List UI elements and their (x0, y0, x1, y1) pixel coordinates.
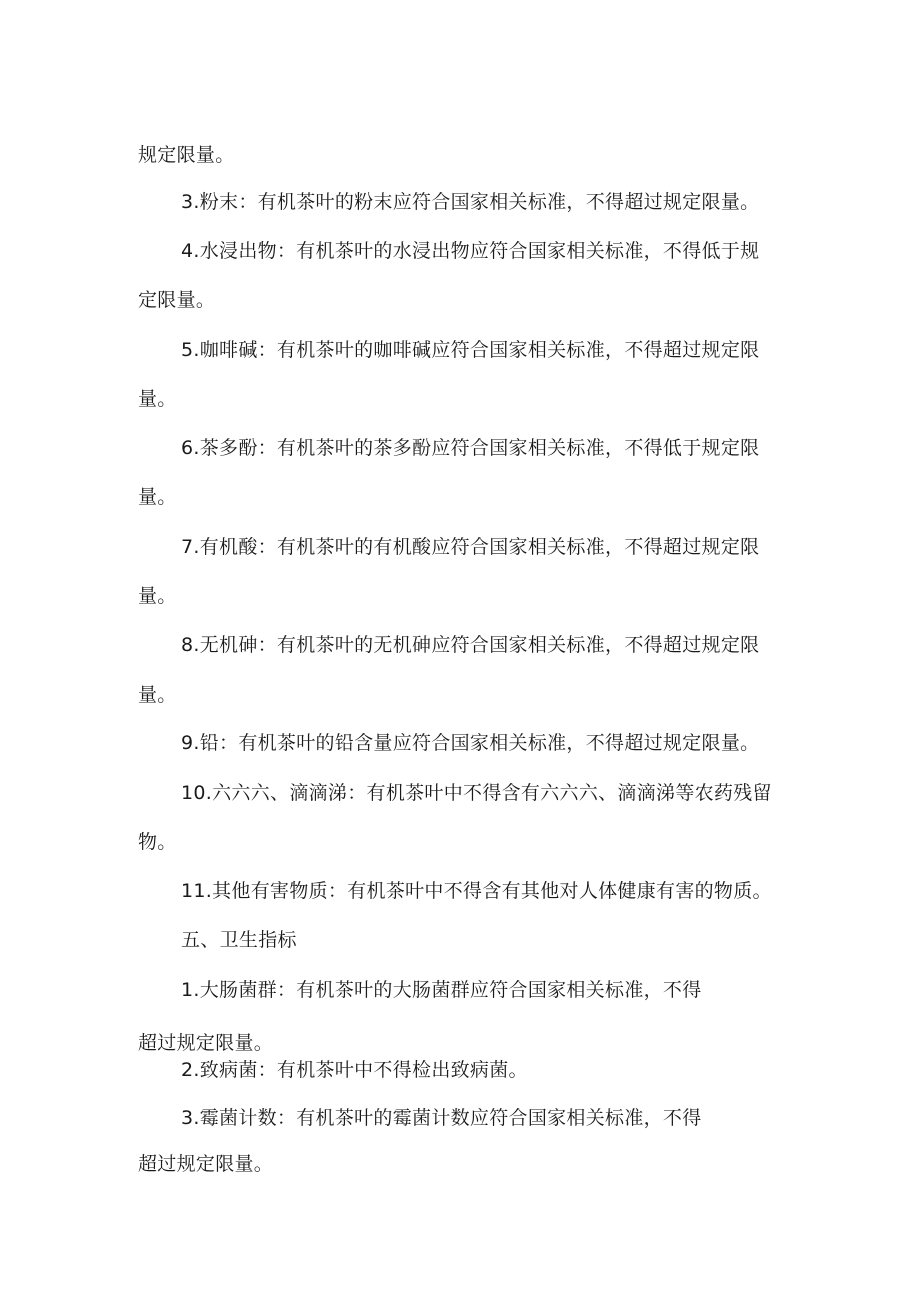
text-line: 5.咖啡碱：有机茶叶的咖啡碱应符合国家相关标准，不得超过规定限 (181, 339, 760, 361)
text-line: 9.铅：有机茶叶的铅含量应符合国家相关标准，不得超过规定限量。 (181, 732, 760, 754)
text-line: 2.致病菌：有机茶叶中不得检出致病菌。 (181, 1059, 528, 1081)
text-line: 8.无机砷：有机茶叶的无机砷应符合国家相关标准，不得超过规定限 (181, 634, 760, 656)
text-line: 量。 (138, 585, 177, 607)
text-line: 量。 (138, 388, 177, 410)
text-line: 量。 (138, 684, 177, 706)
text-line: 7.有机酸：有机茶叶的有机酸应符合国家相关标准，不得超过规定限 (181, 536, 760, 558)
text-line: 量。 (138, 486, 177, 508)
text-line: 4.水浸出物：有机茶叶的水浸出物应符合国家相关标准，不得低于规 (181, 240, 760, 262)
text-line: 规定限量。 (138, 144, 235, 166)
text-line: 11.其他有害物质：有机茶叶中不得含有其他对人体健康有害的物质。 (181, 880, 772, 902)
text-line: 物。 (138, 831, 177, 853)
text-line: 超过规定限量。 (138, 1032, 274, 1054)
text-line: 超过规定限量。 (138, 1153, 274, 1175)
text-line: 3.粉末：有机茶叶的粉末应符合国家相关标准，不得超过规定限量。 (181, 191, 760, 213)
text-line: 3.霉菌计数：有机茶叶的霉菌计数应符合国家相关标准，不得 (181, 1107, 702, 1129)
section-heading: 五、卫生指标 (181, 929, 297, 951)
text-line: 1.大肠菌群：有机茶叶的大肠菌群应符合国家相关标准，不得 (181, 979, 702, 1001)
text-line: 定限量。 (138, 289, 216, 311)
text-line: 6.茶多酚：有机茶叶的茶多酚应符合国家相关标准，不得低于规定限 (181, 437, 760, 459)
text-line: 10.六六六、滴滴涕：有机茶叶中不得含有六六六、滴滴涕等农药残留 (181, 782, 772, 804)
